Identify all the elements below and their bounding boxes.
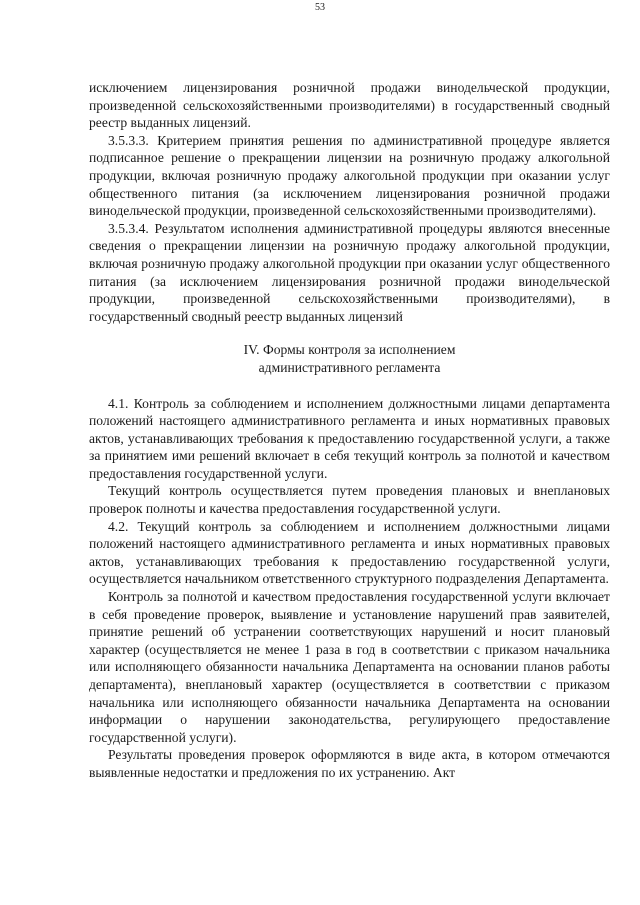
paragraph-current-control: Текущий контроль осуществляется путем проведения плановых и внеплановых проверок полноты и качества предоставления государственной услуги. (89, 483, 610, 517)
document-body (89, 79, 610, 782)
paragraph-3-5-3-4: 3.5.3.4. Результатом исполнения административной процедуры являются внесенные сведения о прекращении лицензии на розничную продажу алкогольной продукции, включая розничную продажу алкогольной продукции при оказании услуг общественного питания (за исключением лицензирования розничной продажи винодельческой продукции, произведенной сельскохозяйственными производителями), в государственный сводный реестр выданных лицензий (89, 220, 610, 324)
section-heading-line-1: IV. Формы контроля за исполнением (243, 342, 456, 358)
paragraph-4-2: 4.2. Текущий контроль за соблюдением и исполнением должностными лицами положений настоящего административного регламента и иных нормативных правовых актов, устанавливающих требования к предоставлению государственной услуги, осуществляется начальником ответственного структурного подразделения Департамента. (89, 518, 610, 587)
paragraph: исключением лицензирования розничной продажи винодельческой продукции, произведенной сельскохозяйственными производителями) в государственный сводный реестр выданных лицензий. (89, 80, 610, 131)
page-number: 53 (315, 2, 325, 13)
paragraph-quality-control: Контроль за полнотой и качеством предоставления государственной услуги включает в себя проведение проверок, выявление и установление нарушений прав заявителей, принятие решений об устранении соответствующих нарушений и носит плановый характер (осуществляется не менее 1 раза в год в соответствии с приказом начальника или исполняющего обязанности начальника Департамента на основании планов работы департамента), внеплановый характер (осуществляется в соответствии с приказом начальника или исполняющего обязанности начальника Департамента на основании информации о нарушении законодательства, регулирующего предоставление государственной услуги). (89, 589, 610, 745)
section-heading (89, 341, 610, 376)
paragraph-3-5-3-3: 3.5.3.3. Критерием принятия решения по административной процедуре является подписанное решение о прекращении лицензии на розничную продажу алкогольной продукции, включая розничную продажу алкогольной продукции при оказании услуг общественного питания (за исключением лицензирования розничной продажи винодельческой продукции, произведенной сельскохозяйственными производителями). (89, 132, 610, 219)
paragraph-inspection-results: Результаты проведения проверок оформляются в виде акта, в котором отмечаются выявленные недостатки и предложения по их устранению. Акт (89, 747, 610, 780)
paragraph-4-1: 4.1. Контроль за соблюдением и исполнением должностными лицами департамента положений настоящего административного регламента и иных нормативных правовых актов, устанавливающих требования к предоставлению государственной услуги, а также за принятием ими решений включает в себя текущий контроль за полнотой и качеством предоставления государственной услуги. (89, 395, 610, 481)
section-heading-line-2: административного регламента (258, 359, 441, 375)
